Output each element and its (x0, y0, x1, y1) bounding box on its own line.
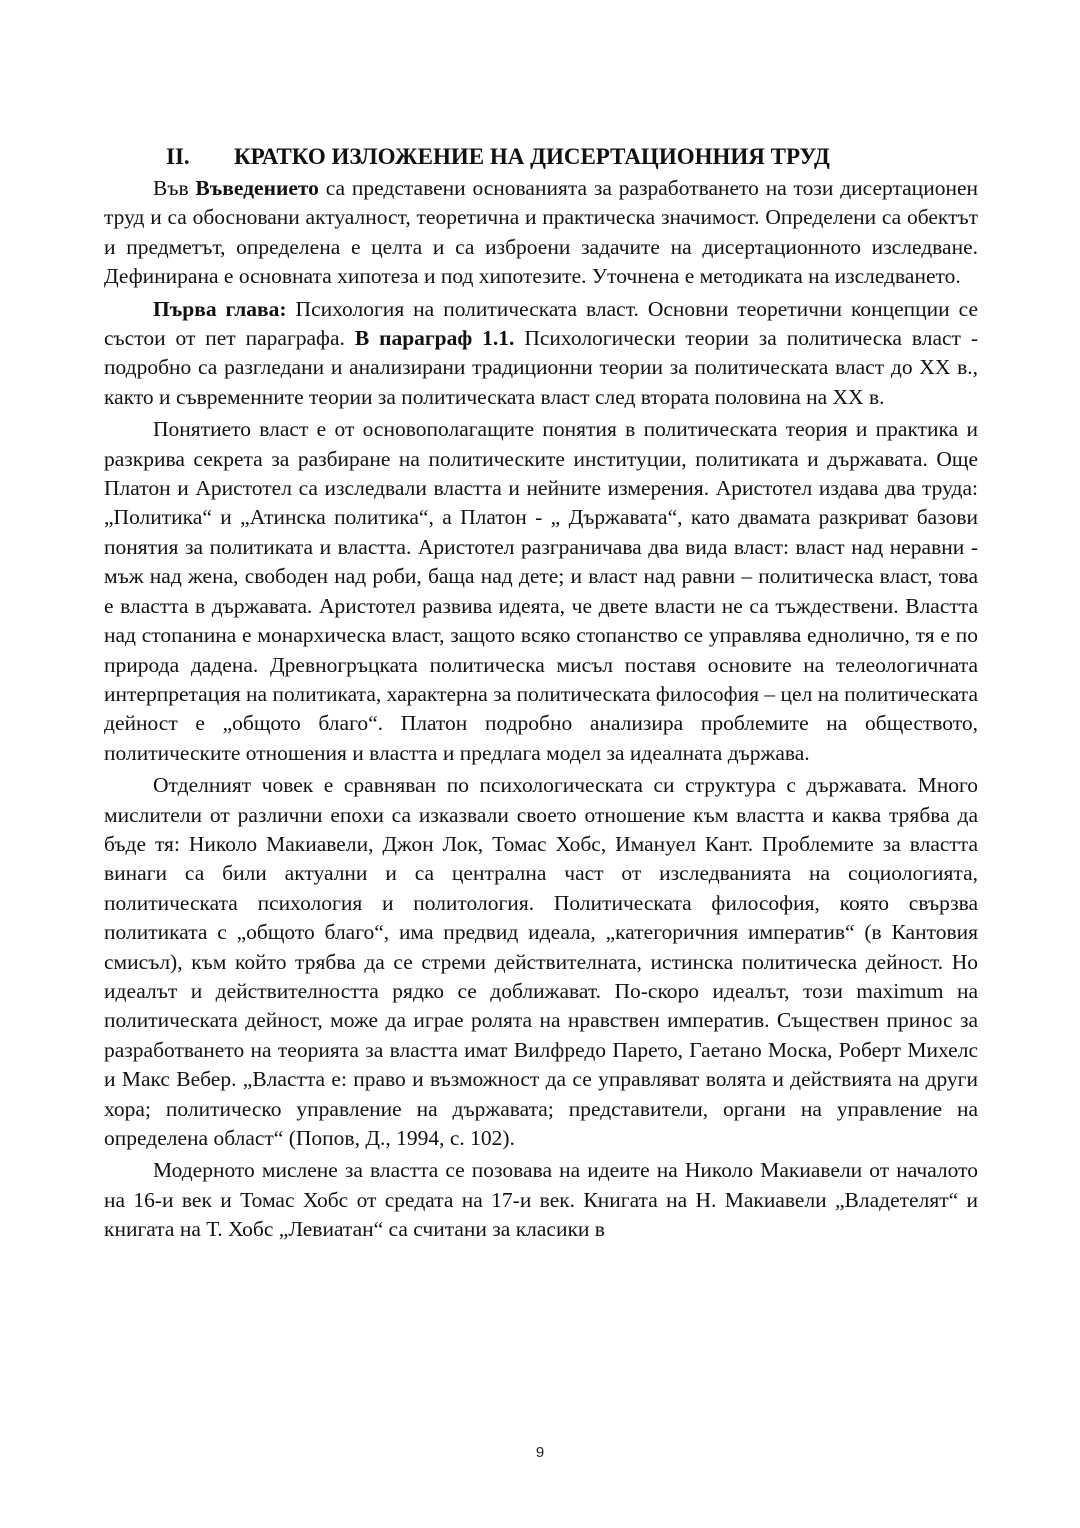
paragraph-introduction (104, 174, 978, 292)
paragraph-reference-text: Психологически теории за политическа власт - подробно са разгледани и анализирани традиционни теории за политическата власт до XX в., както и съвременните теории за политическата власт след втората половина на XX в. (104, 326, 978, 409)
section-title: КРАТКО ИЗЛОЖЕНИЕ НА ДИСЕРТАЦИОННИЯ ТРУД (234, 144, 830, 169)
intro-body-text: са представени основанията за разработването на този дисертационен труд и са обосновани актуалност, теоретична и практическа значимост. Определени са обектът и предметът, определена е целта и са изброени задачите на дисертационното изследване. Дефинирана е основната хипотеза и под хипотезите. Уточнена е методиката на изследването. (104, 176, 978, 289)
intro-bold-term: Въведението (195, 176, 319, 200)
paragraph-individual: Отделният човек е сравняван по психологическата си структура с държавата. Много мислители от различни епохи са изказвали своето отношение към властта и каква трябва да бъде тя: Николо Макиавели, Джон Лок, Томас Хобс, Имануел Кант. Проблемите за властта винаги са били актуални и са централна част от изследванията на социологията, политическата психология и политология. Политическата философия, която свързва политиката с „общото благо“, има предвид идеала, „категоричния императив“ (в Кантовия смисъл), към който трябва да се стреми действителната, истинска политическа дейност. Но идеалът и действителността рядко се доближават. По-скоро идеалът, този maximum на политическата дейност, може да играе ролята на нравствен императив. Съществен принос за разработването на теорията за властта имат Вилфредо Парето, Гаетано Моска, Роберт Михелс и Макс Вебер. „Властта е: право и възможност да се управляват волята и действията на други хора; политическо управление на държавата; представители, органи на управление на определена област“ (Попов, Д., 1994, с. 102). (104, 773, 978, 1150)
paragraph-power-concept: Понятието власт е от основополагащите понятия в политическата теория и практика и разкрива секрета за разбиране на политическите институции, политиката и държавата. Още Платон и Аристотел са изследвали властта и нейните измерения. Аристотел издава два труда: „Политика“ и „Атинска политика“, а Платон - „ Държавата“, като двамата разкриват базови понятия за политиката и властта. Аристотел разграничава два вида власт: власт над неравни - мъж над жена, свободен над роби, баща над дете; и власт над равни – политическа власт, това е властта в държавата. Аристотел развива идеята, че двете власти не са тъждествени. Властта над стопанина е монархическа власт, защото всяко стопанство се управлява еднолично, тя е по природа дадена. Древногръцката политическа мисъл поставя основите на телеологичната интерпретация на политиката, характерна за политическата философия – цел на политическата дейност е „общото благо“. Платон подробно анализира проблемите на обществото, политическите отношения и властта и предлага модел за идеалната държава. (104, 417, 978, 765)
page-number: 9 (535, 1444, 545, 1461)
section-heading (104, 140, 978, 174)
intro-lead-text: Във (153, 176, 196, 200)
paragraph-reference-label: В параграф 1.1. (354, 326, 515, 351)
paragraph-modern-thinking: Модерното мислене за властта се позовава на идеите на Николо Макиавели от началото на 16-и век и Томас Хобс от средата на 17-и век. Книгата на Н. Макиавели „Владетелят“ и книгата на Т. Хобс „Левиатан“ са считани за класики в (104, 1158, 978, 1242)
paragraph-chapter-one (104, 295, 978, 413)
chapter-one-text: Психология на политическата власт. Основни теоретични концепции се състои от пет параграфа. (104, 296, 978, 351)
section-number: II. (166, 144, 190, 169)
chapter-one-label: Първа глава: (153, 296, 287, 321)
document-page (104, 140, 978, 1245)
